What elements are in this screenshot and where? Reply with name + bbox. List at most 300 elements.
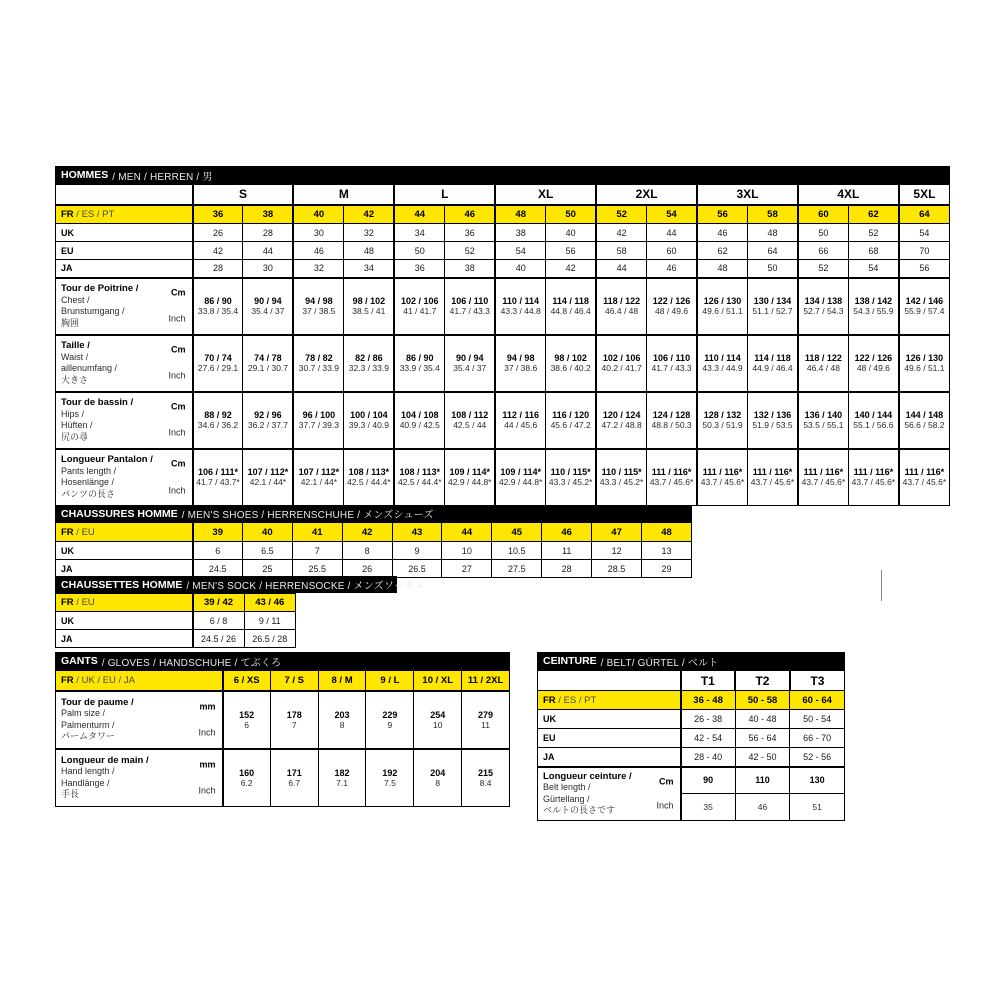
row-label-secondary: / ES / PT	[73, 208, 115, 220]
hommes-section	[55, 166, 950, 506]
col-header-4XL: 4XL	[798, 185, 899, 205]
value-cell: 60	[647, 242, 697, 260]
measure-value-cell	[193, 335, 243, 392]
value-cell: 66 - 70	[790, 729, 845, 748]
belt-section	[537, 652, 845, 821]
measure-value-cell	[462, 691, 510, 749]
inch-value: 35	[703, 801, 713, 812]
belt-inch-cell	[681, 793, 736, 820]
measure-value-cell	[394, 392, 444, 449]
measure-row-hips	[56, 392, 950, 449]
measure-value-cell	[546, 335, 596, 392]
row-label-primary: JA	[543, 751, 555, 762]
value-cell: 52	[445, 242, 495, 260]
row-label-primary: JA	[61, 633, 73, 644]
inch-value: 40.2 / 41.7	[601, 363, 642, 373]
measure-value-cell	[848, 392, 898, 449]
inch-value: 7	[291, 719, 297, 730]
unit-label-top: mm	[199, 700, 216, 711]
measure-value-cell	[394, 449, 444, 506]
row-fr-eu	[56, 594, 296, 612]
inch-value: 48 / 49.6	[856, 363, 890, 373]
measure-value-cell	[848, 449, 898, 506]
value-cell: 64	[899, 205, 950, 224]
measure-value-cell	[193, 278, 243, 335]
value-cell: 58	[747, 205, 797, 224]
cm-value: 90	[703, 775, 714, 786]
cm-value: 134 / 138	[804, 296, 843, 306]
unit-label-bottom: Inch	[198, 785, 216, 796]
value-cell: 7 / S	[270, 671, 318, 691]
cm-value: 254	[430, 709, 446, 720]
inch-value: 6.2	[240, 777, 253, 788]
inch-value: 33.9 / 35.4	[399, 363, 440, 373]
cm-value: 136 / 140	[804, 410, 843, 420]
belt-inch-cell	[790, 793, 845, 820]
measure-value-cell	[899, 335, 950, 392]
value-cell: 8 / M	[318, 671, 366, 691]
value-cell: 42	[342, 523, 392, 542]
value-cell: 52	[596, 205, 646, 224]
value-cell: 48	[697, 260, 747, 278]
value-cell: 40	[293, 205, 343, 224]
cm-value: 171	[286, 767, 302, 778]
measure-value-cell	[697, 335, 747, 392]
unit-label-bottom: Inch	[198, 727, 216, 738]
stray-border-line	[881, 570, 882, 601]
inch-value: 9	[387, 719, 393, 730]
unit-label-top: Cm	[170, 287, 186, 298]
inch-value: 10	[432, 719, 443, 730]
row-label-primary: JA	[61, 263, 73, 274]
inch-value: 51.1 / 52.7	[752, 306, 793, 316]
inch-value: 46.4 / 48	[806, 363, 840, 373]
value-cell: 6	[193, 542, 243, 560]
value-cell: 9 / L	[366, 671, 414, 691]
unit-label-bottom: Inch	[168, 313, 186, 324]
cm-value: 70 / 74	[204, 353, 232, 363]
cm-value: 229	[382, 709, 398, 720]
unit-label-top: mm	[199, 759, 216, 769]
size-group-row	[56, 185, 950, 205]
col-header-2XL: 2XL	[596, 185, 697, 205]
cm-value: 104 / 108	[401, 410, 439, 420]
inch-value: 45.6 / 47.2	[550, 420, 591, 430]
belt-cm-cell	[681, 767, 736, 794]
measure-value-cell	[366, 691, 414, 749]
inch-value: 51.9 / 53.5	[752, 420, 793, 430]
value-cell: 46	[293, 242, 343, 260]
inch-value: 50.3 / 51.9	[702, 420, 743, 430]
row-fr-uk-eu-ja	[56, 671, 510, 691]
measure-value-cell	[293, 335, 343, 392]
cm-value: 110 / 114	[704, 353, 741, 363]
measure-value-cell	[293, 392, 343, 449]
measure-row-chest	[56, 278, 950, 335]
value-cell: 46	[445, 205, 495, 224]
measure-label-line: Taille /	[61, 340, 90, 351]
measure-value-cell	[223, 749, 271, 807]
cm-value: 112 / 116	[502, 410, 539, 420]
col-header-T1: T1	[681, 671, 736, 691]
measure-label-line: Palm size /	[61, 708, 106, 718]
measure-value-cell	[495, 335, 545, 392]
measure-row-pants	[56, 449, 950, 506]
row-label-secondary: / EU	[73, 597, 95, 608]
measure-label-line: Longueur de main /	[61, 754, 149, 766]
cm-value: 130 / 134	[753, 296, 792, 306]
row-label	[56, 224, 193, 242]
value-cell: 10	[442, 542, 492, 560]
inch-value: 48.8 / 50.3	[651, 420, 692, 430]
measure-value-cell	[798, 449, 848, 506]
cm-value: 107 / 112*	[247, 467, 289, 478]
measure-label-line: 尻の尋	[61, 431, 89, 442]
measure-value-cell	[414, 691, 462, 749]
value-cell: 47	[592, 523, 642, 542]
value-cell: 66	[798, 242, 848, 260]
value-cell: 36	[394, 260, 444, 278]
measure-value-cell	[546, 392, 596, 449]
gloves-subtitle: / GLOVES / HANDSCHUHE / てぶくろ	[101, 657, 282, 669]
inch-value: 37 / 38.5	[302, 306, 336, 316]
col-header-S: S	[193, 185, 294, 205]
inch-value: 41.7 / 43.7*	[196, 477, 240, 488]
value-cell: 7	[292, 542, 342, 560]
measure-value-cell	[798, 335, 848, 392]
belt-header-spacer	[538, 671, 681, 691]
value-cell: 26.5 / 28	[244, 630, 296, 648]
inch-value: 35.4 / 37	[453, 363, 487, 373]
value-cell: 62	[848, 205, 898, 224]
row-label-primary: UK	[543, 714, 556, 724]
inch-value: 43.3 / 44.8	[500, 306, 541, 316]
measure-value-cell	[747, 335, 797, 392]
inch-value: 43.7 / 45.6*	[851, 477, 896, 488]
cm-value: 107 / 112*	[298, 467, 340, 478]
col-header-XL: XL	[495, 185, 596, 205]
cm-value: 88 / 92	[204, 410, 232, 420]
inch-value: 30.7 / 33.9	[298, 363, 339, 373]
inch-value: 36.2 / 37.7	[247, 420, 289, 430]
cm-value: 160	[239, 767, 255, 778]
value-cell: 9 / 11	[244, 612, 296, 630]
value-cell: 52	[848, 224, 898, 242]
value-cell: 10 / XL	[414, 671, 462, 691]
value-cell: 32	[344, 224, 394, 242]
measure-value-cell	[414, 749, 462, 807]
cm-value: 102 / 106	[401, 296, 439, 306]
cm-value: 111 / 116*	[904, 467, 945, 478]
cm-value: 98 / 102	[352, 296, 386, 306]
measure-value-cell	[223, 691, 271, 749]
measure-label-line: Waist /	[61, 351, 89, 362]
belt-size-table	[537, 670, 845, 821]
row-label	[538, 729, 681, 748]
socks-header-bar	[55, 576, 425, 593]
cm-value: 118 / 122	[804, 353, 842, 363]
cm-value: 92 / 96	[254, 410, 282, 420]
unit-label-top: Cm	[170, 458, 186, 469]
measure-value-cell	[596, 335, 646, 392]
measure-value-cell	[344, 449, 394, 506]
value-cell: 36 - 48	[681, 691, 736, 710]
measure-value-cell	[546, 449, 596, 506]
inch-value: 43.3 / 45.2*	[548, 477, 593, 488]
cm-value: 96 / 100	[302, 410, 336, 420]
unit-label-bottom: Inch	[168, 370, 186, 381]
value-cell: 27	[442, 560, 492, 578]
measure-value-cell	[318, 749, 366, 807]
inch-value: 32.3 / 33.9	[348, 363, 389, 373]
value-cell: 25.5	[292, 560, 342, 578]
value-cell: 48	[495, 205, 545, 224]
measure-value-cell	[747, 449, 797, 506]
measure-value-cell	[647, 449, 697, 506]
value-cell: 30	[243, 260, 293, 278]
row-label	[56, 242, 193, 260]
unit-label-bottom: Inch	[168, 427, 186, 438]
inch-value: 43.7 / 45.6*	[902, 477, 947, 488]
value-cell: 26	[193, 224, 243, 242]
value-cell: 8	[342, 542, 392, 560]
value-cell: 44	[394, 205, 444, 224]
inch-value: 44 / 45.6	[504, 420, 538, 430]
inch-value: 42.9 / 44.8*	[448, 477, 492, 488]
shoes-section	[55, 505, 692, 578]
measure-label-line: Longueur ceinture /	[543, 770, 632, 782]
cm-value: 114 / 118	[552, 296, 589, 306]
inch-value: 41 / 41.7	[403, 306, 437, 316]
unit-label-top: Cm	[170, 344, 186, 355]
measure-value-cell	[243, 278, 293, 335]
belt-col-header-row	[538, 671, 845, 691]
gloves-title: GANTS	[61, 655, 98, 667]
row-label-primary: JA	[61, 563, 73, 574]
inch-value: 56.6 / 58.2	[904, 420, 945, 430]
value-cell: 27.5	[492, 560, 542, 578]
inch-value: 43.7 / 45.6*	[801, 477, 846, 488]
value-cell: 38	[243, 205, 293, 224]
value-cell: 28	[243, 224, 293, 242]
cm-value: 111 / 116*	[752, 467, 793, 478]
value-cell: 30	[293, 224, 343, 242]
measure-label-line: Pants length /	[61, 465, 117, 476]
measure-value-cell	[495, 278, 545, 335]
value-cell: 11 / 2XL	[462, 671, 510, 691]
row-label-primary: UK	[61, 227, 74, 238]
value-cell: 39 / 42	[193, 594, 245, 612]
measure-value-cell	[270, 749, 318, 807]
inch-value: 49.6 / 51.1	[702, 306, 743, 316]
inch-value: 43.7 / 45.6*	[649, 477, 694, 488]
belt-length-cm-row	[538, 767, 845, 794]
socks-size-table	[55, 593, 296, 648]
measure-value-cell	[697, 278, 747, 335]
inch-value: 11	[481, 719, 490, 730]
cm-value: 111 / 116*	[853, 467, 894, 478]
inch-value: 41.7 / 43.3	[651, 363, 692, 373]
cm-value: 86 / 90	[406, 353, 434, 363]
cm-value: 109 / 114*	[500, 467, 541, 478]
measure-label-line: Belt length /	[543, 782, 591, 792]
measure-value-cell	[445, 449, 495, 506]
cm-value: 144 / 148	[905, 410, 944, 420]
col-header-3XL: 3XL	[697, 185, 798, 205]
inch-value: 43.7 / 45.6*	[700, 477, 745, 488]
row-label	[56, 671, 223, 691]
value-cell: 54	[899, 224, 950, 242]
value-cell: 9	[392, 542, 442, 560]
value-cell: 42	[193, 242, 243, 260]
row-uk	[538, 710, 845, 729]
value-cell: 6.5	[242, 542, 292, 560]
measure-value-cell	[747, 278, 797, 335]
inch-value: 48 / 49.6	[655, 306, 689, 316]
inch-value: 27.6 / 29.1	[197, 363, 239, 373]
hommes-title: HOMMES	[61, 169, 109, 181]
value-cell: 44	[647, 224, 697, 242]
measure-label-line: Handlänge /	[61, 777, 110, 788]
measure-value-cell	[270, 691, 318, 749]
row-eu	[56, 242, 950, 260]
value-cell: 64	[747, 242, 797, 260]
value-cell: 40	[546, 224, 596, 242]
unit-label-bottom: Inch	[656, 800, 674, 811]
inch-value: 43.3 / 45.2*	[599, 477, 644, 488]
measure-value-cell	[344, 278, 394, 335]
cm-value: 82 / 86	[355, 353, 383, 363]
shoes-header-bar	[55, 505, 692, 522]
value-cell: 40	[495, 260, 545, 278]
measure-value-cell	[647, 278, 697, 335]
measure-label-palm	[56, 691, 223, 749]
row-label	[56, 630, 193, 648]
measure-label-line: パームタワー	[61, 731, 116, 741]
inch-value: 7.5	[383, 777, 396, 788]
row-label-primary: EU	[61, 245, 74, 256]
value-cell: 40 - 48	[735, 710, 790, 729]
row-fr-es-pt	[56, 205, 950, 224]
inch-value: 38.6 / 40.2	[550, 363, 591, 373]
cm-value: 74 / 78	[254, 353, 282, 363]
hommes-subtitle: / MEN / HERREN / 男	[112, 171, 213, 183]
value-cell: 6 / 8	[193, 612, 245, 630]
socks-title: CHAUSSETTES HOMME	[61, 578, 183, 591]
shoes-subtitle: / MEN'S SHOES / HERRENSCHUHE / メンズシューズ	[181, 510, 434, 521]
value-cell: 50	[546, 205, 596, 224]
value-cell: 50 - 54	[790, 710, 845, 729]
belt-title: CEINTURE	[543, 655, 597, 667]
inch-value: 8	[339, 719, 345, 730]
row-label	[56, 612, 193, 630]
row-ja	[56, 260, 950, 278]
row-label-secondary: / EU	[73, 526, 95, 538]
cm-value: 203	[334, 709, 350, 720]
cm-value: 130	[809, 775, 825, 786]
measure-value-cell	[394, 335, 444, 392]
inch-value: 55.1 / 56.6	[853, 420, 894, 430]
row-label	[56, 523, 193, 542]
measure-value-cell	[193, 449, 243, 506]
measure-value-cell	[243, 335, 293, 392]
inch-value: 51	[812, 801, 822, 812]
value-cell: 42	[596, 224, 646, 242]
cm-value: 90 / 94	[254, 296, 282, 306]
row-label	[56, 260, 193, 278]
inch-value: 46.4 / 48	[605, 306, 639, 316]
value-cell: 36	[445, 224, 495, 242]
value-cell: 56	[546, 242, 596, 260]
value-cell: 38	[445, 260, 495, 278]
cm-value: 192	[382, 767, 398, 778]
cm-value: 120 / 124	[602, 410, 641, 420]
value-cell: 50	[798, 224, 848, 242]
hommes-header-bar	[55, 166, 950, 184]
measure-label-line: Hand length /	[61, 766, 115, 777]
measure-label-waist	[56, 335, 193, 392]
measure-value-cell	[495, 392, 545, 449]
inch-value: 46	[757, 801, 768, 812]
measure-label-line: Chest /	[61, 294, 90, 305]
value-cell: 52	[798, 260, 848, 278]
measure-value-cell	[899, 392, 950, 449]
inch-value: 54.3 / 55.9	[853, 306, 894, 316]
unit-label-top: Cm	[170, 401, 186, 412]
measure-value-cell	[697, 392, 747, 449]
value-cell: 12	[592, 542, 642, 560]
value-cell: 24.5	[193, 560, 243, 578]
measure-value-cell	[344, 335, 394, 392]
inch-value: 42.5 / 44.4*	[347, 477, 391, 488]
value-cell: 54	[647, 205, 697, 224]
value-cell: 42	[546, 260, 596, 278]
inch-value: 33.8 / 35.4	[197, 306, 239, 316]
measure-value-cell	[445, 392, 495, 449]
inch-value: 53.5 / 55.1	[803, 420, 844, 430]
value-cell: 34	[394, 224, 444, 242]
measure-label-hand	[56, 749, 223, 807]
measure-value-cell	[596, 449, 646, 506]
row-label-primary: FR	[61, 597, 74, 608]
value-cell: 62	[697, 242, 747, 260]
measure-value-cell	[596, 392, 646, 449]
cm-value: 108 / 112	[451, 410, 489, 420]
col-header-M: M	[293, 185, 394, 205]
value-cell: 11	[542, 542, 592, 560]
value-cell: 36	[193, 205, 243, 224]
row-uk	[56, 224, 950, 242]
value-cell: 29	[642, 560, 692, 578]
value-cell: 38	[495, 224, 545, 242]
inch-value: 55.9 / 57.4	[904, 306, 945, 316]
value-cell: 48	[642, 523, 692, 542]
socks-section	[55, 576, 425, 648]
cm-value: 106 / 110	[653, 353, 691, 363]
value-cell: 45	[492, 523, 542, 542]
row-label-primary: UK	[61, 615, 74, 626]
gloves-section	[55, 652, 510, 807]
measure-label-line: Palmenturm /	[61, 719, 115, 730]
cm-value: 118 / 122	[603, 296, 641, 306]
value-cell: 39	[193, 523, 243, 542]
value-cell: 26.5	[392, 560, 442, 578]
cm-value: 182	[334, 767, 350, 778]
measure-value-cell	[445, 335, 495, 392]
row-uk	[56, 612, 296, 630]
cm-value: 110	[755, 775, 770, 786]
belt-cm-cell	[790, 767, 845, 794]
